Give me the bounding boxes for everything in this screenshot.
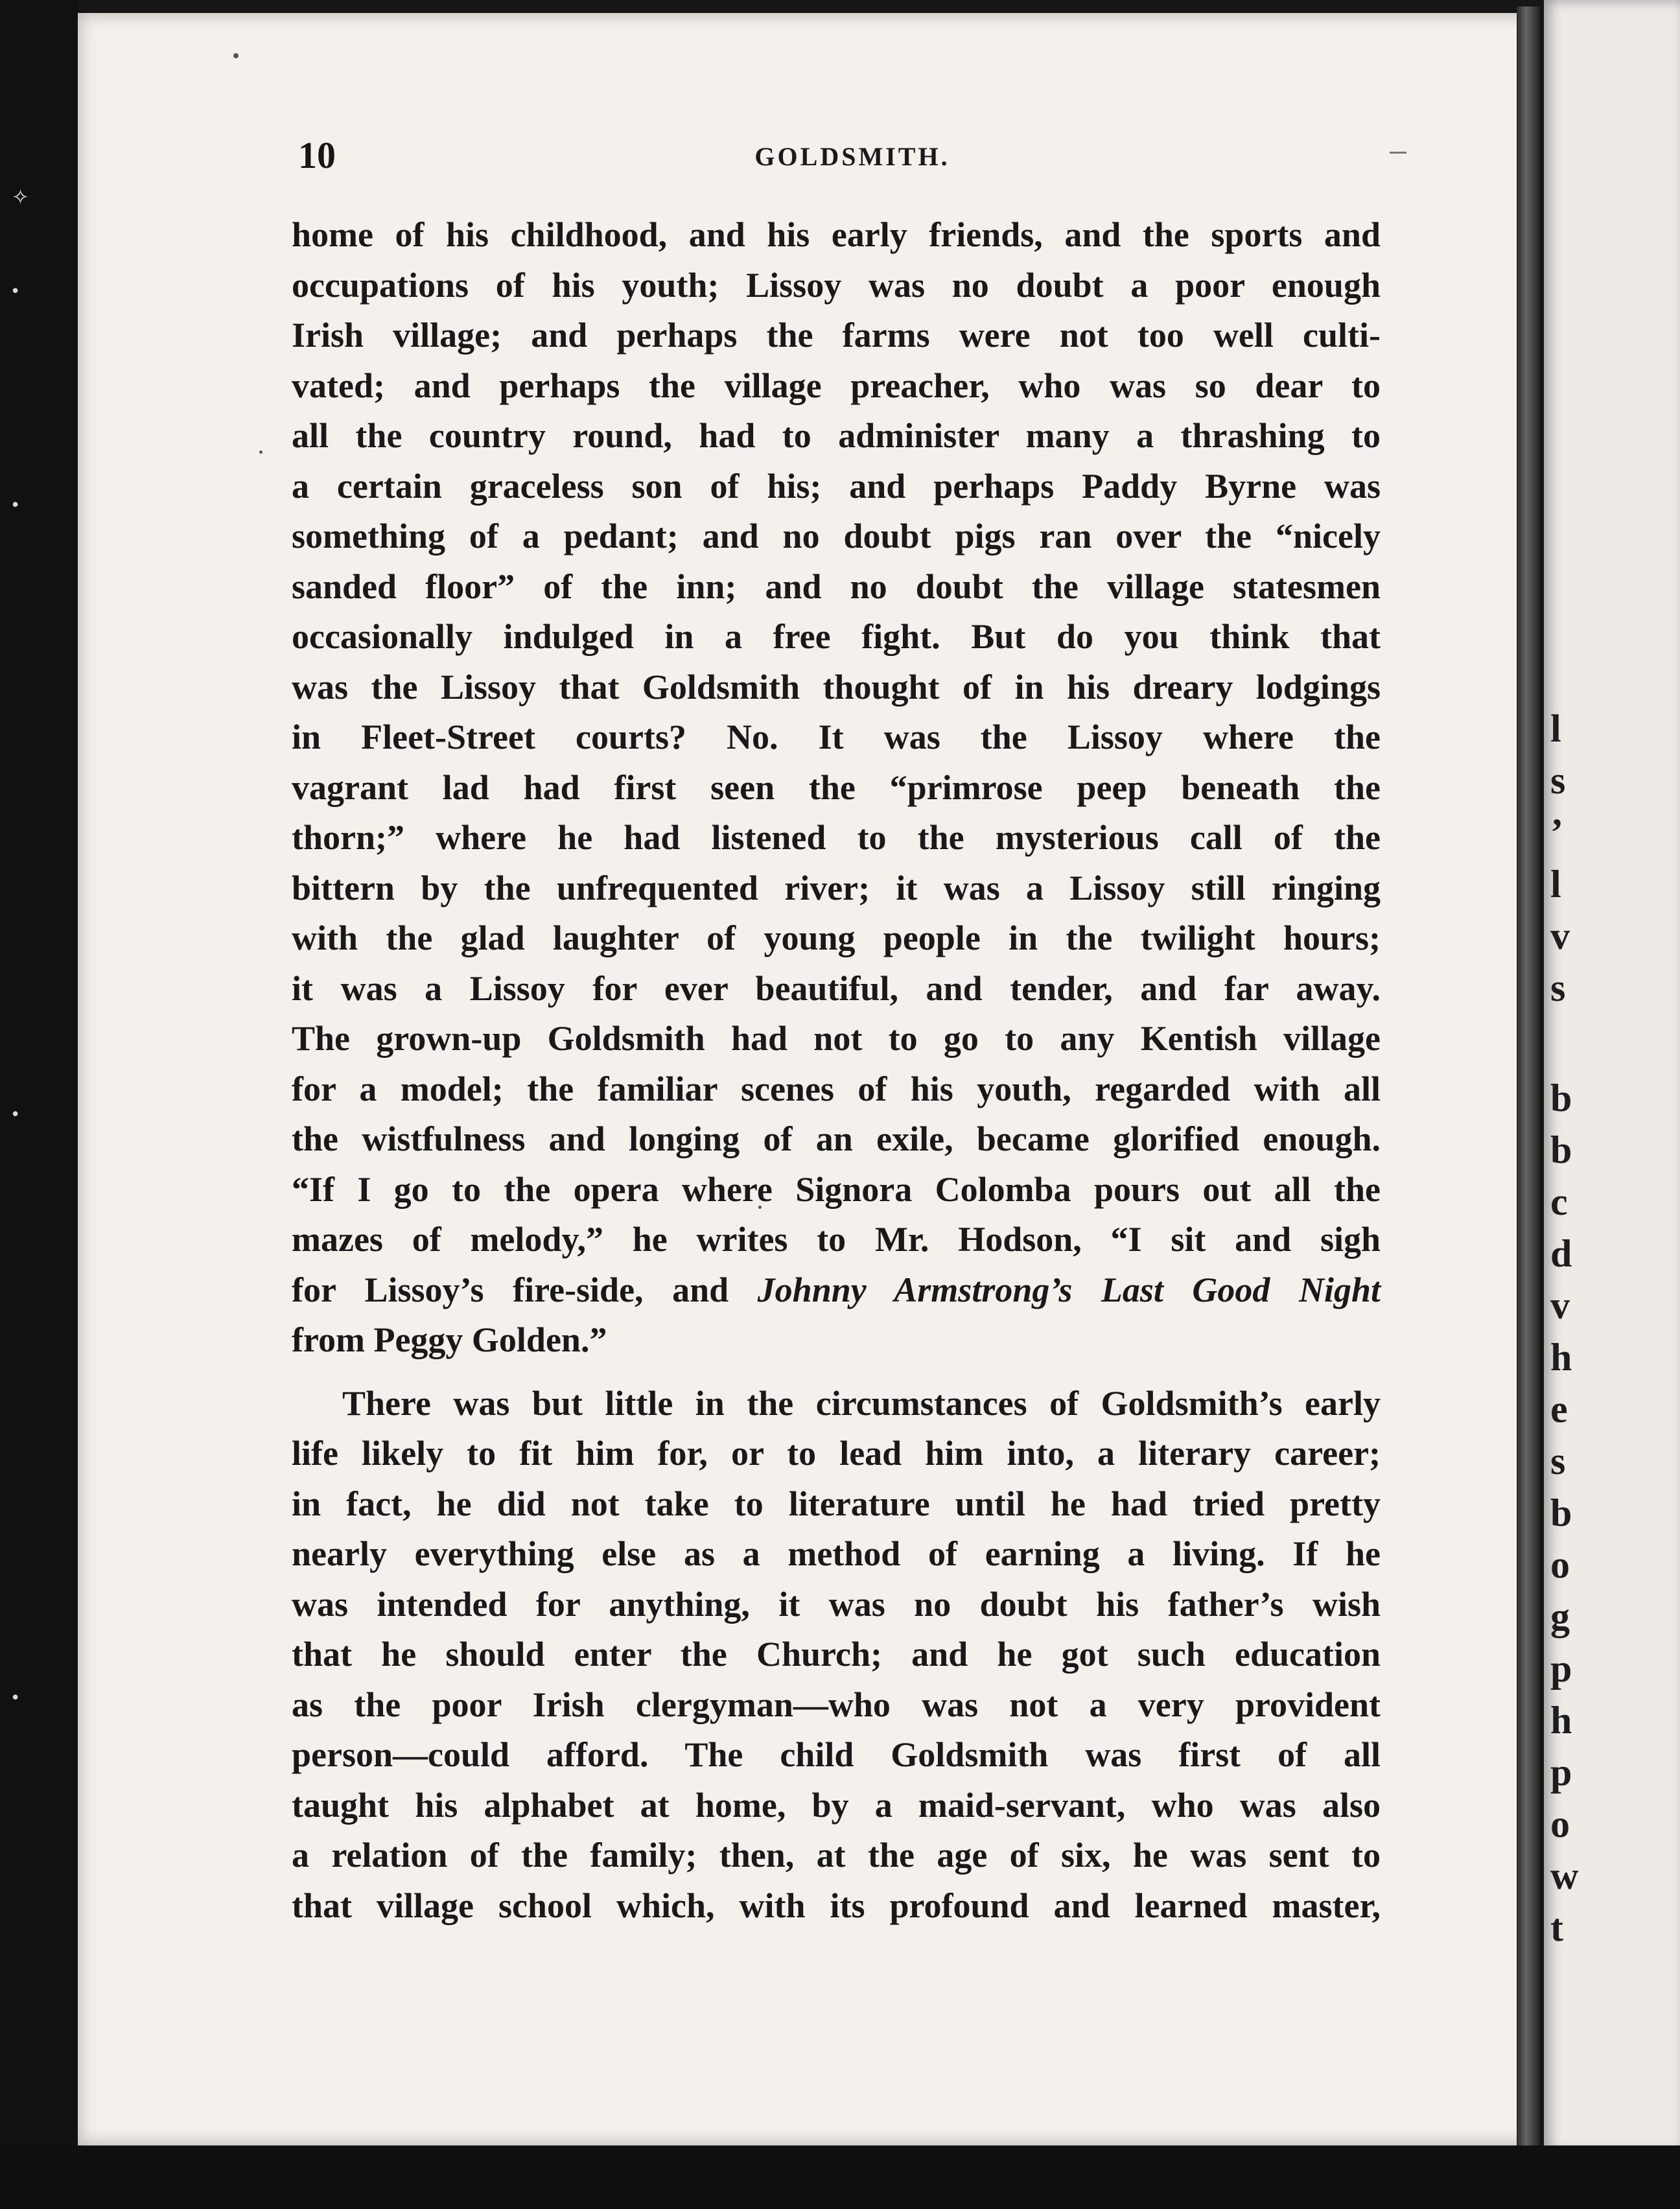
- adjacent-page-fragment: g: [1550, 1595, 1570, 1638]
- paragraph-1: [292, 210, 1381, 1366]
- body-text: [292, 210, 1381, 1931]
- text-line: The grown-up Goldsmith had not to go to any Kentish village: [292, 1019, 1381, 1058]
- margin-mark: •: [12, 1685, 19, 1709]
- text-line: in Fleet-Street courts? No. It was the Lissoy where the: [292, 718, 1381, 756]
- text-line: Irish village; and perhaps the farms were not too well culti-: [292, 316, 1381, 355]
- adjacent-page-fragment: l: [1550, 863, 1561, 906]
- text-line: that village school which, with its profound and learned master,: [292, 1886, 1381, 1925]
- text-line: nearly everything else as a method of earning a living. If he: [292, 1534, 1381, 1573]
- text-line: thorn;” where he had listened to the mysterious call of the: [292, 818, 1381, 857]
- adjacent-page-fragment: b: [1550, 1491, 1572, 1534]
- adjacent-page-fragment: o: [1550, 1543, 1570, 1586]
- adjacent-page-fragment: ’: [1550, 811, 1563, 854]
- adjacent-page-fragment: d: [1550, 1232, 1572, 1275]
- text-line: with the glad laughter of young people in the twilight hours;: [292, 918, 1381, 957]
- adjacent-page: [1544, 0, 1680, 2152]
- text-line: mazes of melody,” he writes to Mr. Hodson, “I sit and sigh: [292, 1220, 1381, 1259]
- text-line: in fact, he did not take to literature until he had tried pretty: [292, 1484, 1381, 1523]
- text-line: bittern by the unfrequented river; it was a Lissoy still ringing: [292, 868, 1381, 907]
- text-line: the wistfulness and longing of an exile, became glorified enough.: [292, 1119, 1381, 1158]
- left-scan-margin: [0, 0, 78, 2209]
- paragraph-gap: [292, 1366, 1381, 1379]
- text-line: life likely to fit him for, or to lead him into, a literary career;: [292, 1434, 1381, 1473]
- text-line: person—could afford. The child Goldsmith was first of all: [292, 1735, 1381, 1774]
- page-number: 10: [298, 134, 336, 176]
- running-head: GOLDSMITH.: [754, 142, 950, 171]
- adjacent-page-fragment: v: [1550, 915, 1570, 957]
- adjacent-page-fragment: s: [1550, 966, 1566, 1009]
- adjacent-page-fragment: v: [1550, 1284, 1570, 1327]
- text-line: as the poor Irish clergyman—who was not a very provident: [292, 1685, 1381, 1724]
- adjacent-page-fragment: s: [1550, 1440, 1566, 1482]
- adjacent-page-fragment: o: [1550, 1803, 1570, 1845]
- text-line: home of his childhood, and his early friends, and the sports and: [292, 215, 1381, 254]
- page-header: [298, 134, 1406, 179]
- text-line: There was but little in the circumstances of Goldsmith’s early: [342, 1383, 1381, 1423]
- adjacent-page-fragment: w: [1550, 1854, 1579, 1897]
- adjacent-page-fragment: h: [1550, 1699, 1572, 1742]
- adjacent-page-fragment: p: [1550, 1751, 1572, 1794]
- text-line: it was a Lissoy for ever beautiful, and tender, and far away.: [292, 968, 1381, 1008]
- text-line: “If I go to the opera where Signora Colomba pours out all the: [292, 1169, 1381, 1209]
- text-line: from Peggy Golden.”: [292, 1320, 607, 1359]
- margin-mark: ✧: [12, 185, 29, 209]
- text-line-start: for Lissoy’s fire-side, and: [292, 1270, 758, 1309]
- margin-mark: •: [12, 279, 19, 302]
- text-line: taught his alphabet at home, by a maid-servant, who was also: [292, 1785, 1381, 1825]
- adjacent-page-fragment: l: [1550, 707, 1561, 750]
- scan-bottom-edge: [0, 2145, 1680, 2209]
- adjacent-page-fragment: b: [1550, 1128, 1572, 1171]
- text-line: sanded floor” of the inn; and no doubt the village statesmen: [292, 567, 1381, 606]
- adjacent-page-fragment: c: [1550, 1180, 1568, 1223]
- margin-mark: •: [12, 1102, 19, 1125]
- paper-speck: [233, 53, 239, 58]
- text-line: vagrant lad had first seen the “primrose peep beneath the: [292, 767, 1381, 807]
- paragraph-2: [292, 1379, 1381, 1932]
- text-line: was the Lissoy that Goldsmith thought of in his dreary lodgings: [292, 667, 1381, 707]
- adjacent-page-fragment: h: [1550, 1336, 1572, 1379]
- paper-speck: [259, 450, 262, 454]
- header-mark: [1390, 152, 1406, 154]
- text-line: occasionally indulged in a free fight. But do you think that: [292, 617, 1381, 656]
- text-line: something of a pedant; and no doubt pigs ran over the “nicely: [292, 517, 1381, 555]
- text-line: that he should enter the Church; and he got such education: [292, 1635, 1381, 1674]
- text-line: for a model; the familiar scenes of his youth, regarded with all: [292, 1069, 1381, 1108]
- margin-mark: •: [12, 493, 19, 516]
- adjacent-page-fragment: b: [1550, 1077, 1572, 1119]
- adjacent-page-fragment: p: [1550, 1647, 1572, 1690]
- text-line-with-title: [292, 1265, 1381, 1316]
- song-title: Johnny Armstrong’s Last Good Night: [757, 1270, 1381, 1309]
- text-line: vated; and perhaps the village preacher, who was so dear to: [292, 366, 1381, 405]
- text-line: a relation of the family; then, at the age of six, he was sent to: [292, 1836, 1381, 1875]
- adjacent-page-fragment: s: [1550, 759, 1566, 802]
- text-line: was intended for anything, it was no doubt his father’s wish: [292, 1584, 1381, 1624]
- adjacent-page-fragment: e: [1550, 1388, 1568, 1431]
- text-line: all the country round, had to administer many a thrashing to: [292, 416, 1381, 455]
- page-gutter-edge: [1517, 6, 1540, 2145]
- adjacent-page-fragment: t: [1550, 1906, 1563, 1949]
- text-line: a certain graceless son of his; and perhaps Paddy Byrne was: [292, 466, 1381, 506]
- text-line: occupations of his youth; Lissoy was no doubt a poor enough: [292, 265, 1381, 305]
